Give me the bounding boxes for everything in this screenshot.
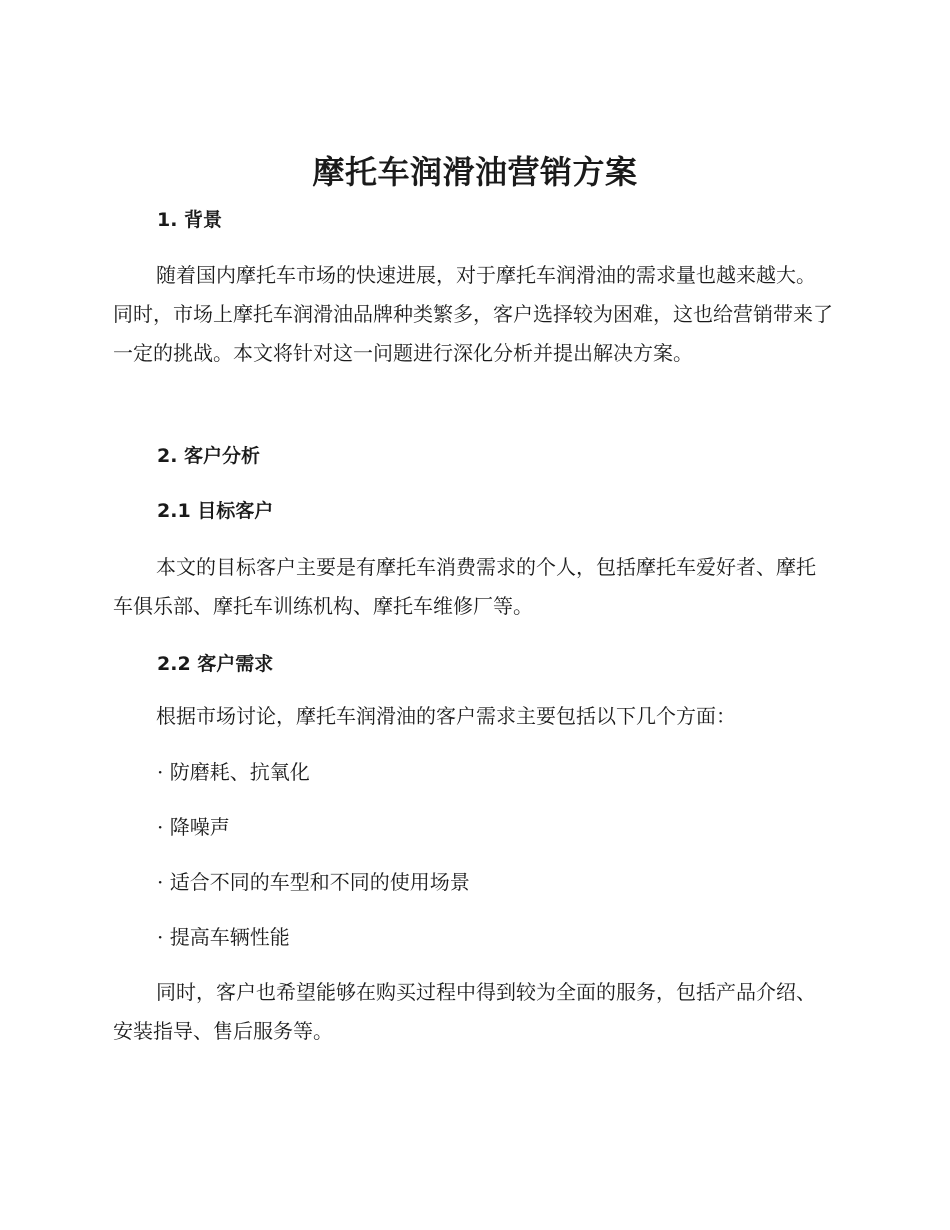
section-heading-customer-analysis: 2. 客户分析	[157, 445, 261, 467]
list-item: · 降噪声	[157, 815, 230, 839]
section-heading-background: 1. 背景	[157, 209, 223, 231]
paragraph-target-customer: 本文的目标客户主要是有摩托车消费需求的个人，包括摩托车爱好者、摩托车俱乐部、摩托车训练机构、摩托车维修厂等。	[113, 555, 816, 618]
document-title: 摩托车润滑油营销方案	[312, 153, 638, 191]
subsection-heading-target-customer: 2.1 目标客户	[157, 500, 274, 522]
paragraph-background: 随着国内摩托车市场的快速进展，对于摩托车润滑油的需求量也越来越大。同时，市场上摩托车润滑油品牌种类繁多，客户选择较为困难，这也给营销带来了一定的挑战。本文将针对这一问题进行深化分析并提出解决方案。	[113, 263, 833, 365]
paragraph-customer-needs-intro: 根据市场讨论，摩托车润滑油的客户需求主要包括以下几个方面：	[156, 704, 736, 728]
list-item: · 适合不同的车型和不同的使用场景	[157, 870, 470, 894]
paragraph-service: 同时，客户也希望能够在购买过程中得到较为全面的服务，包括产品介绍、安装指导、售后服务等。	[113, 980, 816, 1043]
subsection-heading-customer-needs: 2.2 客户需求	[157, 653, 274, 675]
list-item: · 提高车辆性能	[157, 925, 290, 949]
list-item: · 防磨耗、抗氧化	[157, 760, 310, 784]
